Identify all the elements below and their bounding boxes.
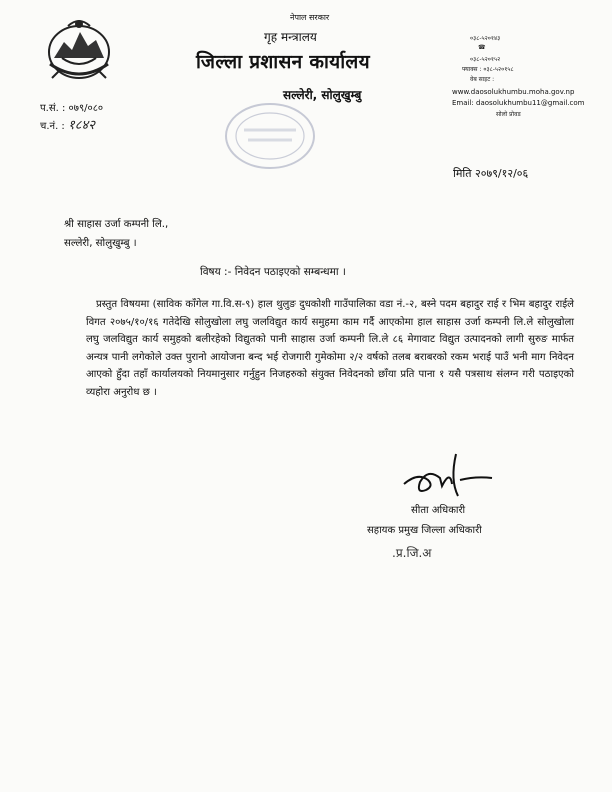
ps-value: ०७९/०८० bbox=[68, 103, 104, 114]
contact-phone: ०३८-५२०१४३ bbox=[470, 35, 501, 42]
ps-label: प.सं. : bbox=[40, 103, 66, 114]
cn-value: १८४२ bbox=[68, 118, 96, 133]
signatory-abbreviation: .प्र.जि.अ bbox=[392, 546, 432, 560]
recipient-name: श्री साहास उर्जा कम्पनी लि., bbox=[64, 219, 169, 230]
letter-subject: विषय :- निवेदन पठाइएको सम्बन्धमा । bbox=[200, 266, 346, 278]
ref-ps-row bbox=[40, 100, 103, 114]
cn-label: च.नं. : bbox=[40, 121, 65, 132]
phone-icon: ☎ bbox=[478, 44, 486, 51]
office-name: जिल्ला प्रशासन कार्यालय bbox=[196, 51, 370, 73]
government-name: नेपाल सरकार bbox=[290, 13, 330, 22]
recipient-address: सल्लेरी, सोलुखुम्बु । bbox=[64, 238, 137, 249]
signatory-name: सीता अधिकारी bbox=[411, 505, 466, 516]
nepal-government-emblem-icon bbox=[42, 14, 116, 82]
contact-fax: फ्याक्स : ०३८-५२०१५८ bbox=[462, 66, 514, 73]
email-label: Email: bbox=[452, 99, 474, 107]
letter-date: मिति २०७९/१२/०६ bbox=[453, 167, 529, 180]
contact-website: www.daosolukhumbu.moha.gov.np bbox=[452, 88, 575, 96]
office-seal-stamp-icon bbox=[222, 100, 318, 172]
email-address: daosolukhumbu11@gmail.com bbox=[476, 99, 585, 107]
contact-website-label: वेब साइट : bbox=[470, 76, 495, 83]
ministry-name: गृह मन्त्रालय bbox=[264, 30, 317, 44]
letter-body: प्रस्तुत विषयमा (साविक काँगेल गा.वि.स-९) हाल थुलुङ दुधकोशी गाउँपालिका वडा नं.-२, बस्ने पदम बहादुर राई र भिम बहादुर राईले विगत २०७५/१०/१६ गतेदेखि सोलुखोला लघु जलविद्युत कार्य समुहमा काम गर्दै आएकोमा हाल साहास उर्जा कम्पनी लि.ले सोलुखोला लघु जलविद्युत कार्य समुहको बलीरहेको विद्युतको पानी साहास उर्जा कम्पनी लि.ले ८६ मेगावाट विद्युत उत्पादनको लागी सुरुङ मार्फत अन्यत्र पानी लगेकोले उक्त पुरानो आयोजना बन्द भई रोजगारी गुमेकोमा २/२ वर्षको तलब बराबरको रकम भराई पाउँ भनी माग निवेदन आएको हुँदा तहाँ कार्यालयको नियमानुसार गर्नुहुन निजहरुको संयुक्त निवेदनको छाँया प्रति पाना १ यसै पत्रसाथ संलग्न गरी पठाइएको व्यहोरा अनुरोध छ । bbox=[86, 299, 574, 398]
handwritten-signature-icon bbox=[398, 450, 498, 500]
ref-cn-row bbox=[40, 115, 95, 133]
contact-fax-line: ०३८-५२०१५२ bbox=[470, 56, 501, 63]
district-address: सल्लेरी, सोलुखुम्बु bbox=[283, 88, 362, 102]
contact-email-note: सोलो प्रोवड bbox=[496, 111, 521, 118]
contact-email-row bbox=[452, 99, 585, 107]
signatory-title: सहायक प्रमुख जिल्ला अधिकारी bbox=[367, 525, 482, 536]
